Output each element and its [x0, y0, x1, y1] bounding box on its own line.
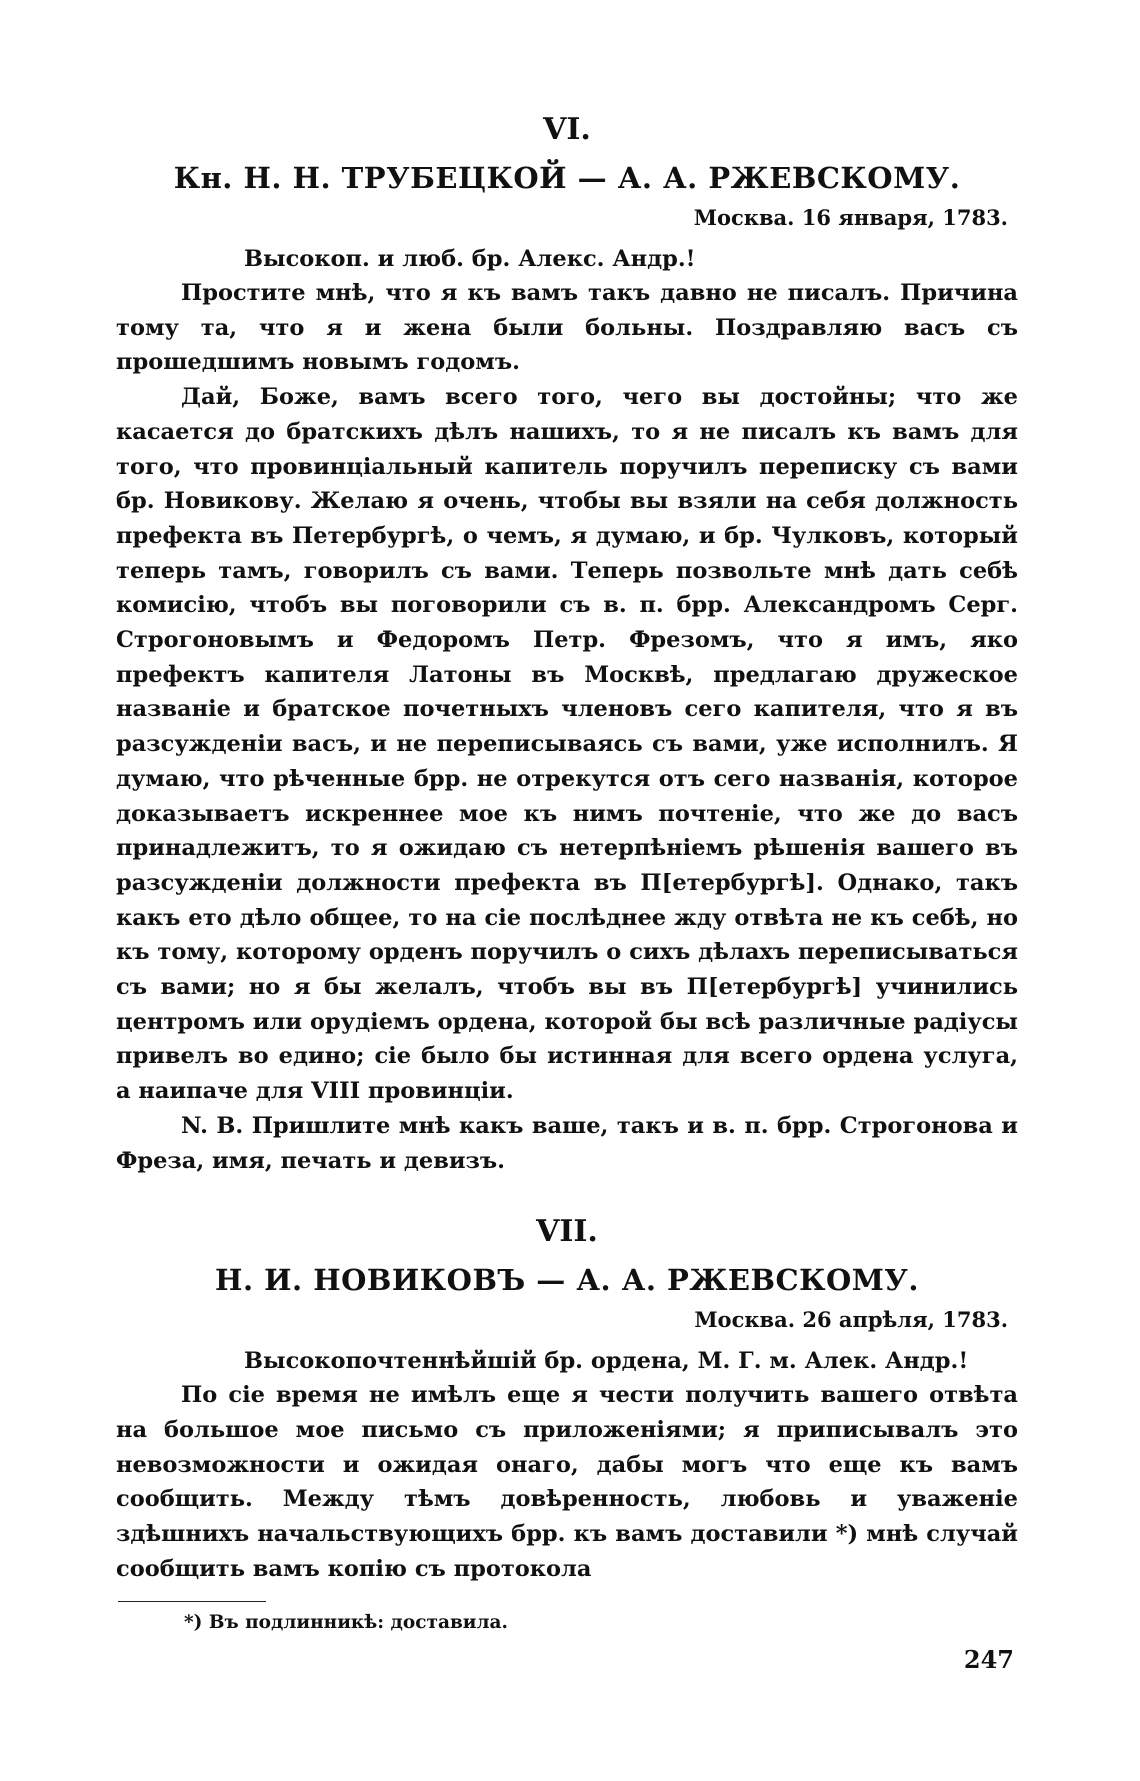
letter-paragraph: Простите мнѣ, что я къ вамъ такъ давно не писалъ. Причина тому та, что я и жена были больны. Поздравляю васъ съ прошедшимъ новымъ годомъ.: [116, 280, 1018, 376]
section-number: VI.: [543, 112, 591, 147]
letter-paragraph: N. B. Пришлите мнѣ какъ ваше, такъ и в. п. брр. Строгонова и Фреза, имя, печать и девизъ.: [116, 1112, 1018, 1174]
letter-section-vii: [116, 1212, 1018, 1586]
page-number: 247: [963, 1645, 1014, 1674]
letter-dateline: Москва. 26 апрѣля, 1783.: [694, 1307, 1008, 1333]
letter-dateline: Москва. 16 января, 1783.: [693, 205, 1008, 230]
footnote: *) Въ подлинникѣ: доставила.: [184, 1611, 508, 1633]
letter-section-vi: [116, 110, 1018, 1178]
letter-salutation: Высокопочтеннѣйшій бр. ордена, М. Г. м. Алек. Андр.!: [244, 1348, 969, 1375]
letter-heading: Н. И. НОВИКОВЪ — А. А. РЖЕВСКОМУ.: [215, 1263, 919, 1298]
letter-salutation: Высокоп. и люб. бр. Алекс. Андр.!: [244, 246, 696, 272]
section-number: VII.: [536, 1214, 598, 1250]
letter-paragraph: Дай, Боже, вамъ всего того, чего вы достойны; что же касается до братскихъ дѣлъ нашихъ, то я не писалъ къ вамъ для того, что провинціальный капитель поручилъ переписку съ вами бр. Новикову. Желаю я очень, чтобы вы взяли на себя должность префекта въ Петербургѣ, о чемъ, я думаю, и бр. Чулковъ, который теперь тамъ, говорилъ съ вами. Теперь позвольте мнѣ дать себѣ комисію, чтобъ вы поговорили съ в. п. брр. Александромъ Серг. Строгоновымъ и Федоромъ Петр. Фрезомъ, что я имъ, яко префектъ капителя Латоны въ Москвѣ, предлагаю дружеское названіе и братское почетныхъ членовъ сего капителя, что я въ разсужденіи васъ, и не переписываясь съ вами, уже исполнилъ. Я думаю, что рѣченные брр. не отрекутся отъ сего названія, которое доказываетъ искреннее мое къ нимъ почтеніе, что же до васъ принадлежитъ, то я ожидаю съ нетерпѣніемъ рѣшенія вашего въ разсужденіи должности префекта въ П[етербургѣ]. Однако, такъ какъ ето дѣло общее, то на сіе послѣднее жду отвѣта не къ себѣ, но къ тому, которому орденъ поручилъ о сихъ дѣлахъ переписываться съ вами; но я бы желалъ, чтобъ вы въ П[етербургѣ] учинились центромъ или орудіемъ ордена, которой бы всѣ различные радіусы привелъ во едино; сіе было бы истинная для всего ордена услуга, а наипаче для VIII провинціи.: [116, 384, 1018, 1105]
section-divider: [116, 1178, 1018, 1212]
document-page: [116, 110, 1018, 1730]
letter-heading: Кн. Н. Н. ТРУБЕЦКОЙ — А. А. РЖЕВСКОМУ.: [173, 161, 961, 195]
footnote-rule: [118, 1601, 266, 1602]
letter-paragraph: По сіе время не имѣлъ еще я чести получить вашего отвѣта на большое мое письмо съ приложеніями; я приписывалъ это невозможности и ожидая онаго, дабы могъ что еще къ вамъ сообщить. Между тѣмъ довѣренность, любовь и уваженіе здѣшнихъ начальствующихъ брр. къ вамъ доставили *) мнѣ случай сообщить вамъ копію съ протокола: [116, 1382, 1018, 1582]
